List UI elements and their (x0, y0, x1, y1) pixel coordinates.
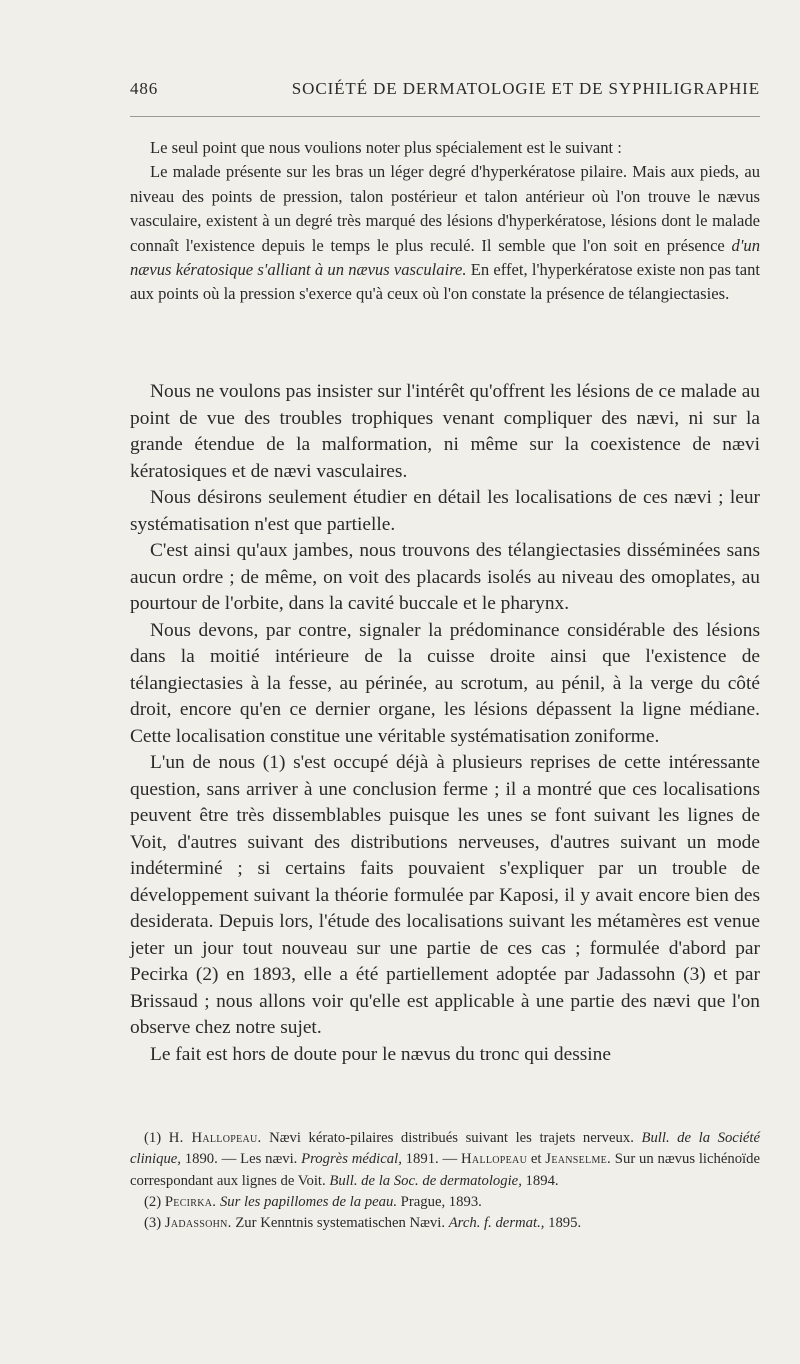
paragraph (130, 160, 760, 306)
running-header (130, 79, 760, 99)
text-span: 1890. — Les nævi. (180, 1151, 302, 1168)
footnotes (130, 1128, 760, 1234)
running-title: SOCIÉTÉ DE DERMATOLOGIE ET DE SYPHILIGRAPHIE (291, 79, 760, 98)
text-span: Sur un nævus lichénoïde correspondant aux lignes de Voit. (130, 1151, 760, 1189)
text-span: et (527, 1151, 546, 1168)
paragraph: L'un de nous (1) s'est occupé déjà à plusieurs reprises de cette intéressante question, sans arriver à une conclusion ferme ; il a montré que ces localisations peuvent être très dissemblables puisque les unes se font suivant les lignes de Voit, d'autres suivant des distributions nerveuses, d'autres suivant un mode indéterminé ; si certains faits pouvaient s'expliquer par un trouble de développement suivant la théorie formulée par Kaposi, il y avait encore bien des desiderata. Depuis lors, l'étude des localisations suivant les métamères est venue jeter un jour tout nouveau sur une partie de ces cas ; formulée d'abord par Pecirka (2) en 1893, elle a été partiellement adoptée par Jadassohn (3) et par Brissaud ; nous allons voir qu'elle est applicable à une partie des nævi que l'on observe chez notre sujet. (130, 752, 760, 1038)
footnote-author: Hallopeau (461, 1151, 528, 1168)
text-span: Le malade présente sur les bras un léger degré d'hyperkératose pilaire. Mais aux pieds, au niveau des points de pression, talon postérieur et talon antérieur où l'on trouve le nævus vasculaire, existent à un degré très marqué des lésions d'hyperkératose, lésions dont le malade connaît l'existence depuis le temps le plus reculé. Il semble que l'on soit en présence (130, 162, 760, 255)
footnote-author: Jadassohn. (164, 1215, 232, 1232)
text-span: 1891. — (401, 1151, 462, 1168)
text-span: En effet, l'hyperkératose existe non pas tant aux points où la pression s'exerce qu'à ceux où l'on constate la présence de télangiectasies. (130, 260, 760, 304)
footnote-3 (130, 1213, 760, 1234)
paragraph: Le fait est hors de doute pour le nævus du tronc qui dessine (150, 1043, 611, 1065)
journal-title: Bull. de la Soc. de dermatologie, (329, 1172, 522, 1189)
footnote-author: Pecirka. (164, 1193, 217, 1210)
intro-section (130, 136, 760, 307)
footnote-number: (2) (144, 1193, 162, 1210)
main-text (130, 379, 760, 1068)
work-title: Sur les papillomes de la peau. (219, 1193, 397, 1210)
page-number: 486 (130, 79, 159, 98)
footnote-1 (130, 1128, 760, 1192)
footnote-author: Jeanselme. (545, 1151, 612, 1168)
journal-title: Progrès médical, (301, 1151, 402, 1168)
paragraph: Nous devons, par contre, signaler la prédominance considérable des lésions dans la moitié intérieure de la cuisse droite ainsi que l'existence de télangiectasies à la fesse, au périnée, au scrotum, au pénil, à la verge du côté droit, encore qu'en ce dernier organe, les lésions dépassent la ligne médiane. Cette localisation constitue une véritable systématisation zoniforme. (130, 619, 760, 747)
paragraph: Nous désirons seulement étudier en détail les localisations de ces nævi ; leur systématisation n'est que partielle. (130, 487, 760, 535)
journal-title: Arch. f. dermat., (448, 1215, 545, 1232)
text-span: 1894. (521, 1172, 559, 1189)
footnote-number: (3) (144, 1215, 162, 1232)
paragraph: Nous ne voulons pas insister sur l'intérêt qu'offrent les lésions de ce malade au point de vue des troubles trophiques venant compliquer des nævi, ni sur la grande étendue de la malformation, ni même sur la coexistence de nævi kératosiques et de nævi vasculaires. (130, 381, 760, 482)
text-span: Zur Kenntnis systematischen Nævi. (231, 1215, 449, 1232)
footnote-number: (1) (144, 1130, 162, 1146)
text-span: 1895. (544, 1215, 582, 1232)
text-span: Nævi kérato-pilaires distribués suivant les trajets nerveux. (261, 1130, 642, 1146)
footnote-2 (130, 1192, 760, 1213)
paragraph: Le seul point que nous voulions noter plus spécialement est le suivant : (150, 138, 622, 157)
text-span: Prague, 1893. (397, 1193, 482, 1210)
footnote-author: H. Hallopeau. (168, 1130, 262, 1146)
paragraph: C'est ainsi qu'aux jambes, nous trouvons des télangiectasies disséminées sans aucun ordre ; de même, on voit des placards isolés au niveau des omoplates, au pourtour de l'orbite, dans la cavité buccale et le pharynx. (130, 540, 760, 614)
italic-phrase: d'un nævus kératosique s'alliant à un nævus vasculaire. (130, 235, 760, 280)
header-rule (130, 116, 760, 117)
journal-title: Bull. de la Société clinique, (130, 1130, 761, 1168)
